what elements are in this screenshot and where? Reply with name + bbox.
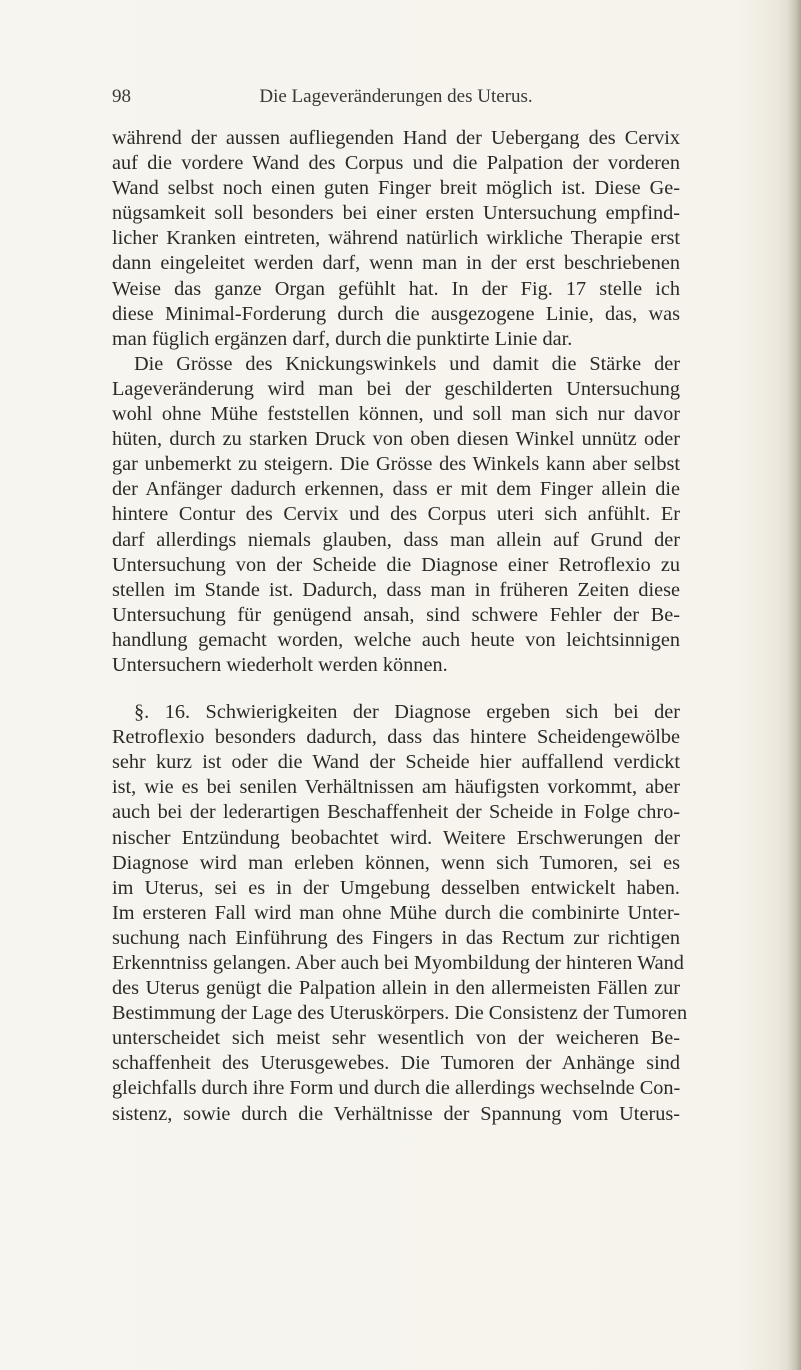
- text-line: dann eingeleitet werden darf, wenn man in der erst beschriebenen: [112, 252, 680, 275]
- text-line: des Uterus genügt die Palpation allein in den allermeisten Fällen zur: [112, 977, 680, 1000]
- text-line: ist, wie es bei senilen Verhältnissen am häufigsten vorkommt, aber: [112, 776, 680, 799]
- text-line: Wand selbst noch einen guten Finger breit möglich ist. Diese Ge-: [112, 177, 680, 200]
- text-line: schaffenheit des Uterusgewebes. Die Tumoren der Anhänge sind: [112, 1052, 680, 1075]
- page-edge-shadow: [787, 0, 801, 1370]
- text-line: hintere Contur des Cervix und des Corpus uteri sich anfühlt. Er: [112, 503, 680, 526]
- text-line: Diagnose wird man erleben können, wenn sich Tumoren, sei es: [112, 851, 680, 874]
- text-line: Lageveränderung wird man bei der geschilderten Untersuchung: [112, 377, 680, 400]
- text-line: Im ersteren Fall wird man ohne Mühe durch die combinirte Unter-: [112, 901, 680, 924]
- text-line: Untersuchung für genügend ansah, sind schwere Fehler der Be-: [112, 603, 680, 626]
- text-line: man füglich ergänzen darf, durch die punktirte Linie dar.: [112, 327, 573, 350]
- text-line: suchung nach Einführung des Fingers in das Rectum zur richtigen: [112, 926, 680, 949]
- text-line: nischer Entzündung beobachtet wird. Weitere Erschwerungen der: [112, 826, 680, 849]
- text-line: darf allerdings niemals glauben, dass man allein auf Grund der: [112, 528, 680, 551]
- text-line: handlung gemacht worden, welche auch heute von leichtsinnigen: [112, 628, 680, 651]
- paragraph-1: [112, 126, 680, 352]
- text-line: Die Grösse des Knickungswinkels und damit die Stärke der: [134, 352, 680, 375]
- paragraph-2: [112, 352, 680, 678]
- text-line: auch bei der lederartigen Beschaffenheit der Scheide in Folge chro-: [112, 801, 680, 824]
- text-line: licher Kranken eintreten, während natürlich wirkliche Therapie erst: [112, 227, 680, 250]
- page-number: 98: [112, 86, 131, 107]
- text-line: Erkenntniss gelangen. Aber auch bei Myombildung der hinteren Wand: [112, 952, 684, 974]
- text-line: Untersuchung von der Scheide die Diagnose einer Retroflexio zu: [112, 553, 680, 576]
- text-line: der Anfänger dadurch erkennen, dass er mit dem Finger allein die: [112, 478, 680, 501]
- text-line: Untersuchern wiederholt werden können.: [112, 653, 448, 676]
- text-line: Retroflexio besonders dadurch, dass das hintere Scheidengewölbe: [112, 726, 680, 749]
- text-line: im Uterus, sei es in der Umgebung desselben entwickelt haben.: [112, 876, 680, 899]
- section-heading-line: §. 16. Schwierigkeiten der Diagnose ergeben sich bei der: [134, 701, 680, 724]
- text-line: hüten, durch zu starken Druck von oben diesen Winkel unnütz oder: [112, 428, 680, 451]
- text-line: stellen im Stande ist. Dadurch, dass man in früheren Zeiten diese: [112, 578, 680, 601]
- text-line: sehr kurz ist oder die Wand der Scheide hier auffallend verdickt: [112, 751, 680, 774]
- text-line: gar unbemerkt zu steigern. Die Grösse des Winkels kann aber selbst: [112, 453, 680, 476]
- text-line: gleichfalls durch ihre Form und durch die allerdings wechselnde Con-: [112, 1077, 681, 1100]
- text-line: nügsamkeit soll besonders bei einer ersten Untersuchung empfind-: [112, 202, 680, 225]
- body-text: [112, 126, 688, 1127]
- text-line: Weise das ganze Organ gefühlt hat. In der Fig. 17 stelle ich: [112, 277, 680, 300]
- running-head: [112, 86, 680, 116]
- text-line: diese Minimal-Forderung durch die ausgezogene Linie, das, was: [112, 302, 680, 325]
- text-line: wohl ohne Mühe feststellen können, und soll man sich nur davor: [112, 403, 680, 426]
- paragraph-3-section-16: [112, 700, 688, 1127]
- section-gap: [112, 678, 680, 700]
- running-title: Die Lageveränderungen des Uterus.: [259, 86, 533, 107]
- text-line: Bestimmung der Lage des Uteruskörpers. Die Consistenz der Tumoren: [112, 1002, 688, 1025]
- text-line: während der aussen aufliegenden Hand der Uebergang des Cervix: [112, 127, 680, 149]
- text-line: sistenz, sowie durch die Verhältnisse der Spannung vom Uterus-: [112, 1102, 680, 1125]
- text-line: unterscheidet sich meist sehr wesentlich von der weicheren Be-: [112, 1027, 680, 1050]
- text-line: auf die vordere Wand des Corpus und die Palpation der vorderen: [112, 152, 680, 175]
